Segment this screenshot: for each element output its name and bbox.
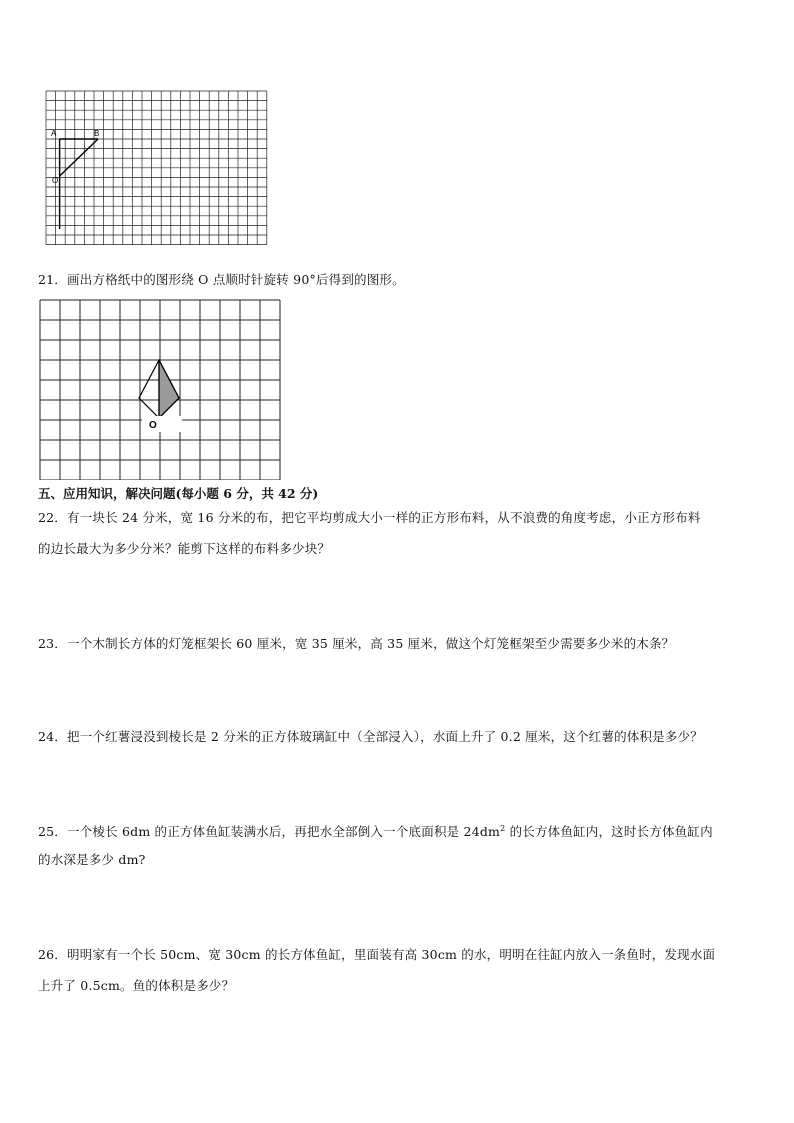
question-22-line-2: 的边长最大为多少分米？能剪下这样的布料多少块？ xyxy=(38,541,331,556)
question-26-line-2: 上升了 0.5cm。鱼的体积是多少？ xyxy=(38,978,235,993)
question-25-text-a: 25．一个棱长 6dm 的正方体鱼缸装满水后，再把水全部倒入一个底面积是 24dm xyxy=(38,824,501,840)
question-23: 23．一个木制长方体的灯笼框架长 60 厘米，宽 35 厘米，高 35 厘米，做这个灯笼框架至少需要多少米的木条？ xyxy=(38,636,675,651)
section-5-title: 五、应用知识，解决问题(每小题 6 分，共 42 分) xyxy=(38,486,319,501)
point-o-marker xyxy=(142,416,182,432)
label-a: A xyxy=(51,129,57,138)
grid-figure-2 xyxy=(38,298,282,480)
grid-figure-1 xyxy=(40,88,272,248)
kite-shaded-half xyxy=(159,360,179,418)
question-25-superscript: 2 xyxy=(500,824,506,833)
question-25-line-2: 的水深是多少 dm? xyxy=(38,852,146,867)
label-o: O xyxy=(52,176,59,185)
question-24: 24．把一个红薯浸没到棱长是 2 分米的正方体玻璃缸中（全部浸入），水面上升了 0.2 厘米，这个红薯的体积是多少？ xyxy=(38,729,703,744)
question-25-text-b: 的长方体鱼缸内，这时长方体鱼缸内 xyxy=(505,824,713,840)
question-21: 21．画出方格纸中的图形绕 O 点顺时针旋转 90°后得到的图形。 xyxy=(38,272,405,287)
question-22-line-1: 22．有一块长 24 分米，宽 16 分米的布，把它平均剪成大小一样的正方形布料，从不浪费的角度考虑，小正方形布料 xyxy=(38,510,701,525)
label-b: B xyxy=(94,129,100,138)
grid-1-lines xyxy=(46,91,267,245)
question-26-line-1: 26．明明家有一个长 50cm、宽 30cm 的长方体鱼缸，里面装有高 30cm 的水，明明在往缸内放入一条鱼时，发现水面 xyxy=(38,947,716,962)
question-25-line-1 xyxy=(38,821,713,840)
label-o-2: O xyxy=(149,420,157,431)
